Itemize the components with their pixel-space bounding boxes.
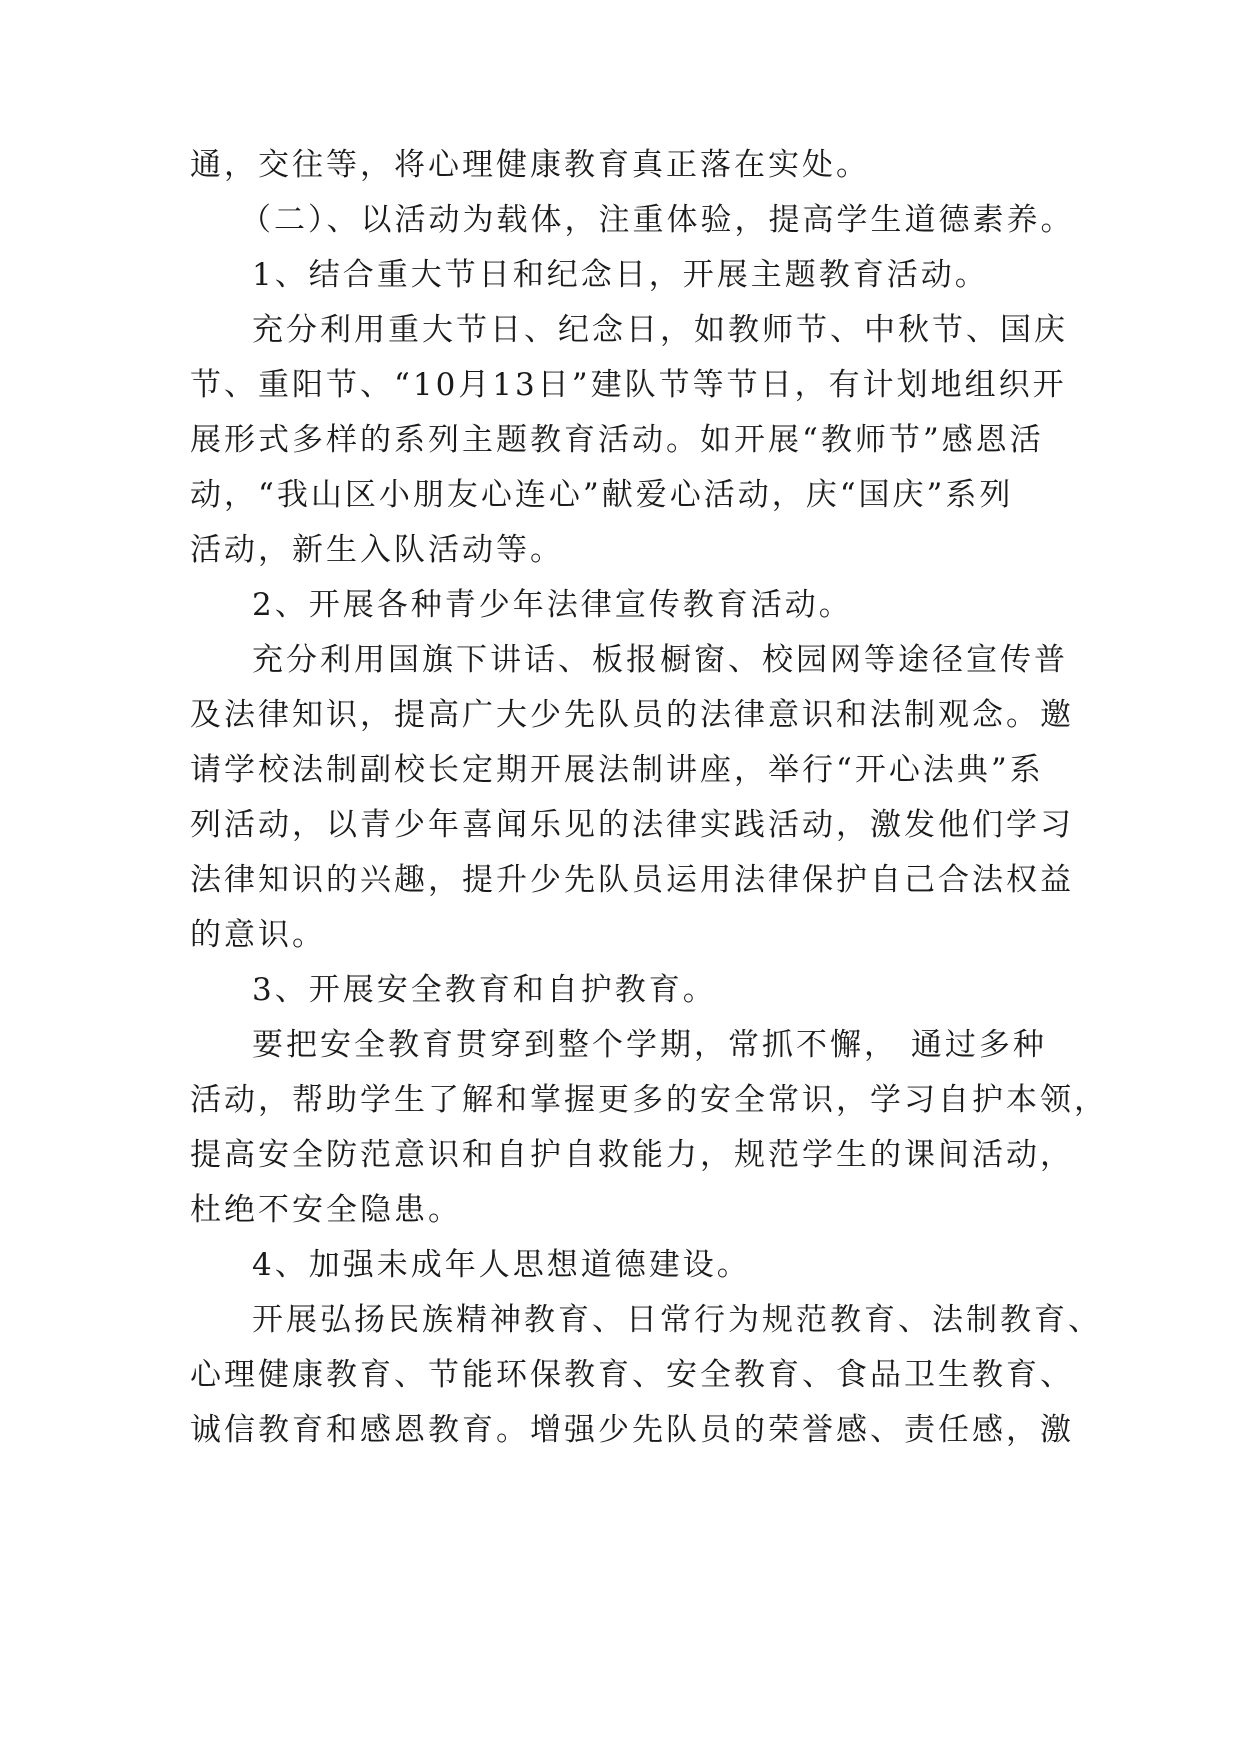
body-text-line: 充分利用国旗下讲话、板报橱窗、校园网等途径宣传普	[252, 642, 1068, 678]
body-text-line: 及法律知识，提高广大少先队员的法律意识和法制观念。邀	[190, 697, 1074, 733]
body-text-line: 的意识。	[190, 917, 326, 953]
body-text-line: 诚信教育和感恩教育。增强少先队员的荣誉感、责任感，激	[190, 1412, 1074, 1448]
section-heading: （二）、以活动为载体，注重体验，提高学生道德素养。	[240, 202, 1075, 238]
body-text-line: 动，“我山区小朋友心连心”献爱心活动，庆“国庆”系列	[190, 477, 1014, 513]
body-text-line: 节、重阳节、“10月13日”建队节等节日，有计划地组织开	[190, 367, 1067, 403]
body-text-line: 列活动，以青少年喜闻乐见的法律实践活动，激发他们学习	[190, 807, 1074, 843]
body-text-line: 杜绝不安全隐患。	[190, 1192, 462, 1228]
body-text-line: 要把安全教育贯穿到整个学期，常抓不懈， 通过多种	[252, 1027, 1047, 1063]
body-text-line: 展形式多样的系列主题教育活动。如开展“教师节”感恩活	[190, 422, 1044, 458]
subheading: 3、开展安全教育和自护教育。	[252, 972, 717, 1008]
body-text-line: 活动，新生入队活动等。	[190, 532, 564, 568]
body-text-line: 开展弘扬民族精神教育、日常行为规范教育、法制教育、	[252, 1302, 1102, 1338]
body-text-line: 法律知识的兴趣，提升少先队员运用法律保护自己合法权益	[190, 862, 1074, 898]
body-text-line: 活动，帮助学生了解和掌握更多的安全常识，学习自护本领，	[190, 1082, 1108, 1118]
subheading: 4、加强未成年人思想道德建设。	[252, 1247, 751, 1283]
subheading: 2、开展各种青少年法律宣传教育活动。	[252, 587, 853, 623]
body-text-line: 充分利用重大节日、纪念日，如教师节、中秋节、国庆	[252, 312, 1068, 348]
body-text-line: 通，交往等，将心理健康教育真正落在实处。	[190, 147, 870, 183]
body-text-line: 请学校法制副校长定期开展法制讲座，举行“开心法典”系	[190, 752, 1044, 788]
body-text-line: 心理健康教育、节能环保教育、安全教育、食品卫生教育、	[190, 1357, 1074, 1393]
subheading: 1、结合重大节日和纪念日，开展主题教育活动。	[252, 257, 989, 293]
body-text-line: 提高安全防范意识和自护自救能力，规范学生的课间活动，	[190, 1137, 1074, 1173]
